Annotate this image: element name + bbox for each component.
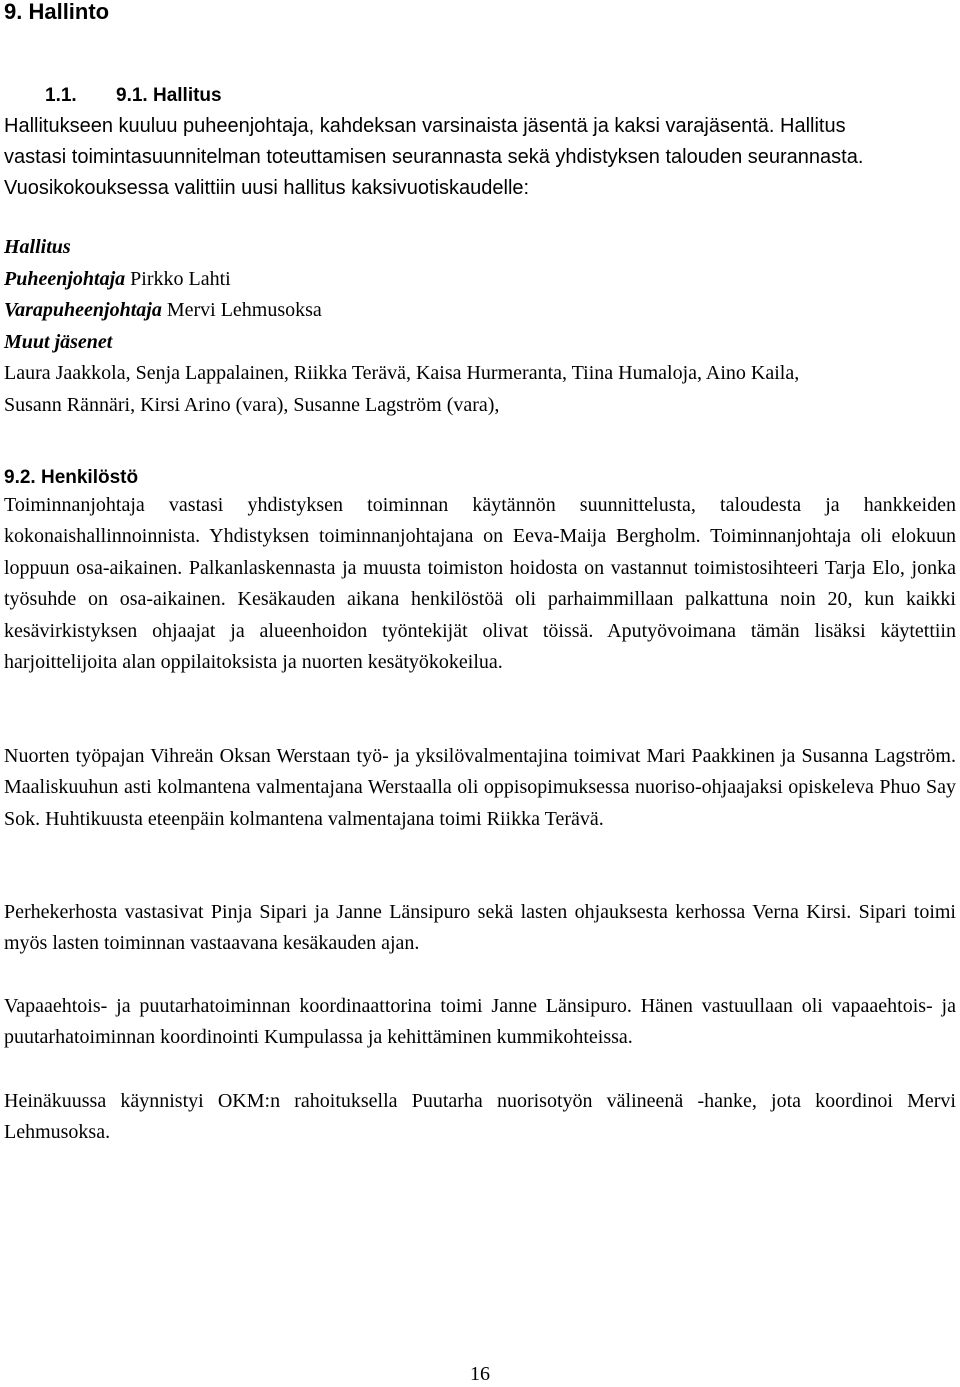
board-title: Hallitus (4, 236, 71, 258)
board-vice-chair-row (4, 295, 956, 327)
chapter-heading: 9. Hallinto (4, 0, 110, 24)
chair-name: Pirkko Lahti (125, 267, 231, 290)
section-number-outer: 1.1. (45, 85, 77, 106)
intro-line: vastasi toimintasuunnitelman toteuttamisen seurannasta sekä yhdistyksen talouden seurannasta. (4, 146, 864, 168)
vice-chair-label: Varapuheenjohtaja (4, 299, 162, 321)
section-heading-henkilosto: 9.2. Henkilöstö (4, 467, 139, 488)
workshop-paragraph: Nuorten työpajan Vihreän Oksan Werstaan työ- ja yksilövalmentajina toimivat Mari Paakkinen ja Susanna Lagström. Maaliskuuhun asti kolmantena valmentajana Werstaalla oli oppisopimuksessa nuoriso-ohjaajaksi opiskeleva Phuo Say Sok. Huhtikuusta eteenpäin kolmantena valmentajana toimi Riikka Terävä. (4, 745, 956, 830)
section-number-inner: 9.1. Hallitus (116, 85, 222, 106)
intro-line: Hallitukseen kuuluu puheenjohtaja, kahdeksan varsinaista jäsentä ja kaksi varajäsentä. Hallitus (4, 115, 846, 137)
family-club-paragraph: Perhekerhosta vastasivat Pinja Sipari ja Janne Länsipuro sekä lasten ohjauksesta kerhossa Verna Kirsi. Sipari toimi myös lasten toiminnan vastaavana kesäkauden ajan. (4, 901, 956, 955)
members-label: Muut jäsenet (4, 330, 113, 353)
intro-line: Vuosikokouksessa valittiin uusi hallitus kaksivuotiskaudelle: (4, 177, 530, 199)
section-heading-hallitus (45, 84, 222, 108)
chair-label: Puheenjohtaja (4, 267, 126, 290)
page-number: 16 (470, 1363, 490, 1385)
members-line: Laura Jaakkola, Senja Lappalainen, Riikka Terävä, Kaisa Hurmeranta, Tiina Humaloja, Aino Kaila, (4, 362, 800, 384)
board-members-list (4, 232, 956, 421)
vice-chair-name: Mervi Lehmusoksa (161, 299, 322, 321)
volunteer-paragraph: Vapaaehtois- ja puutarhatoiminnan koordinaattorina toimi Janne Länsipuro. Hänen vastuullaan oli vapaaehtois- ja puutarhatoiminnan koordinointi Kumpulassa ja kehittäminen kummikohteissa. (4, 995, 956, 1049)
staff-paragraph: Toiminnanjohtaja vastasi yhdistyksen toiminnan käytännön suunnittelusta, taloudesta ja hankkeiden kokonaishallinnoinnista. Yhdistyksen toiminnanjohtajana on Eeva-Maija Bergholm. Toiminnanjohtaja oli elokuun loppuun osa-aikainen. Palkanlaskennasta ja muusta toimiston hoidosta on vastannut toimistosihteeri Tarja Elo, jonka työsuhde on osa-aikainen. Kesäkauden aikana henkilöstöä oli parhaimmillaan palkattuna noin 20, kun kaikki kesävirkistyksen ohjaajat ja alueenhoidon työntekijät olivat töissä. Aputyövoimana tämän lisäksi käytettiin harjoittelijoita alan oppilaitoksista ja nuorten kesätyökokeilua. (4, 494, 956, 674)
board-intro-text (4, 111, 914, 204)
members-line: Susann Rännäri, Kirsi Arino (vara), Susanne Lagström (vara), (4, 393, 500, 416)
project-paragraph: Heinäkuussa käynnistyi OKM:n rahoituksella Puutarha nuorisotyön välineenä -hanke, jota koordinoi Mervi Lehmusoksa. (4, 1090, 956, 1144)
board-chair-row (4, 264, 956, 296)
